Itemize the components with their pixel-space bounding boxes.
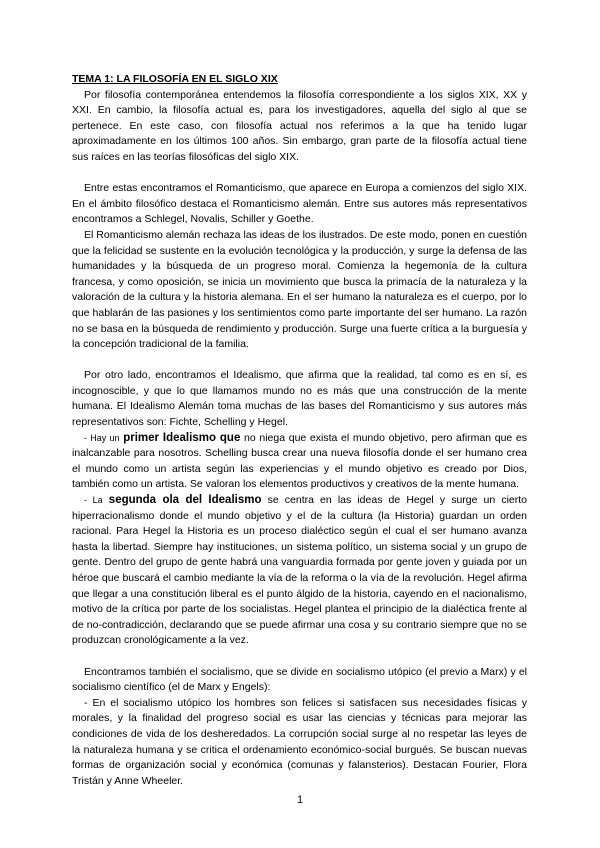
page-content <box>72 72 527 789</box>
bullet-second-idealism <box>72 493 527 649</box>
paragraph-gap <box>72 166 527 182</box>
bullet-bold-term: segunda ola del Idealismo <box>108 494 262 507</box>
paragraph-gap <box>72 353 527 369</box>
bullet-text: se centra en las ideas de Hegel y surge un cierto hiperracionalismo donde el mundo objetivo y el de la cultura (la Historia) guardan un orden racional. Para Hegel la Historia es un proceso dialéctico según el cual el ser humano avanza hasta la libertad. Siempre hay instituciones, un sistema político, un sistema social y un grupo de gente. Dentro del grupo de gente habrá una vanguardia formada por gente joven y guiada por un héroe que buscará el cambio mediante la vía de la reforma o la vía de la revolución. Hegel afirma que llegar a una constitución liberal es el punto álgido de la historia, cayendo en el nacionalismo, motivo de la crítica por parte de los socialistas. Hegel plantea el principio de la dialéctica frente al de no-contradicción, declarando que se puede afirmar una cosa y su contrario siempre que no se produzcan cronológicamente a la vez. <box>72 494 528 647</box>
paragraph-german-romanticism: El Romanticismo alemán rechaza las ideas de los ilustrados. De este modo, ponen en cuestión que la felicidad se sustente en la evolución tecnológica y la producción, y surge la defensa de las humanidades y la búsqueda de un progreso moral. Comienza la hegemonía de la cultura francesa, y como oposición, se inicia un movimiento que busca la primacía de la naturaleza y la valoración de la cultura y la historia alemana. En el ser humano la naturaleza es el cuerpo, por lo que hablarán de las pasiones y los sentimientos como parte importante del ser humano. La razón no se basa en la búsqueda de rendimiento y producción. Surge una fuerte crítica a la burguesía y la concepción tradicional de la familia. <box>72 228 527 351</box>
document-title: TEMA 1: LA FILOSOFÍA EN EL SIGLO XIX <box>72 73 278 85</box>
bullet-prefix: - Hay un <box>84 432 120 443</box>
page-number: 1 <box>296 794 304 806</box>
paragraph-gap <box>72 649 527 665</box>
bullet-first-idealism <box>72 431 527 493</box>
paragraph-contemporary-philosophy: Por filosofía contemporánea entendemos la filosofía correspondiente a los siglos XIX, XX y XXI. En cambio, la filosofía actual es, para los investigadores, aquella del siglo al que se pertenece. En este caso, con filosofía actual nos referimos a la que ha tenido lugar aproximadamente en los últimos 100 años. Sin embargo, gran parte de la filosofía actual tiene sus raíces en las teorías filosóficas del siglo XIX. <box>72 88 527 163</box>
bullet-prefix: - La <box>84 495 103 506</box>
paragraph-idealism-intro: Por otro lado, encontramos el Idealismo, que afirma que la realidad, tal como es en sí, es incognoscible, y que lo que llamamos mundo no es más que una construcción de la mente humana. El Idealismo Alemán toma muchas de las bases del Romanticismo y sus autores más representativos son: Fichte, Schelling y Hegel. <box>72 369 527 429</box>
paragraph-romanticism-intro: Entre estas encontramos el Romanticismo, que aparece en Europa a comienzos del siglo XIX. En el ámbito filosófico destaca el Romanticismo alemán. Entre sus autores más representativos encontramos a Schlegel, Novalis, Schiller y Goethe. <box>72 182 527 226</box>
bullet-bold-term: primer Idealismo que <box>123 431 241 444</box>
bullet-utopian-socialism: - En el socialismo utópico los hombres son felices si satisfacen sus necesidades físicas y morales, y la finalidad del progreso social es usar las ciencias y técnicas para mejorar las condiciones de vida de los desheredados. La corrupción social surge al no respetar las leyes de la naturaleza humana y se critica el ordenamiento económico-social burgués. Se buscan nuevas formas de organización social y económica (comunas y falansterios). Destacan Fourier, Flora Tristán y Anne Wheeler. <box>72 696 527 787</box>
paragraph-socialism-intro: Encontramos también el socialismo, que se divide en socialismo utópico (el previo a Marx) y el socialismo científico (el de Marx y Engels): <box>72 665 527 694</box>
bullet-text: no niega que exista el mundo objetivo, pero afirman que es inalcanzable para nosotros. Schelling busca crear una nueva filosofía donde el ser humano crea el mundo como un artista según las experiencias y el mundo objetivo es creado por Dios, también como un artista. Se valoran los elementos productivos y creativos de la mente humana. <box>72 431 528 491</box>
